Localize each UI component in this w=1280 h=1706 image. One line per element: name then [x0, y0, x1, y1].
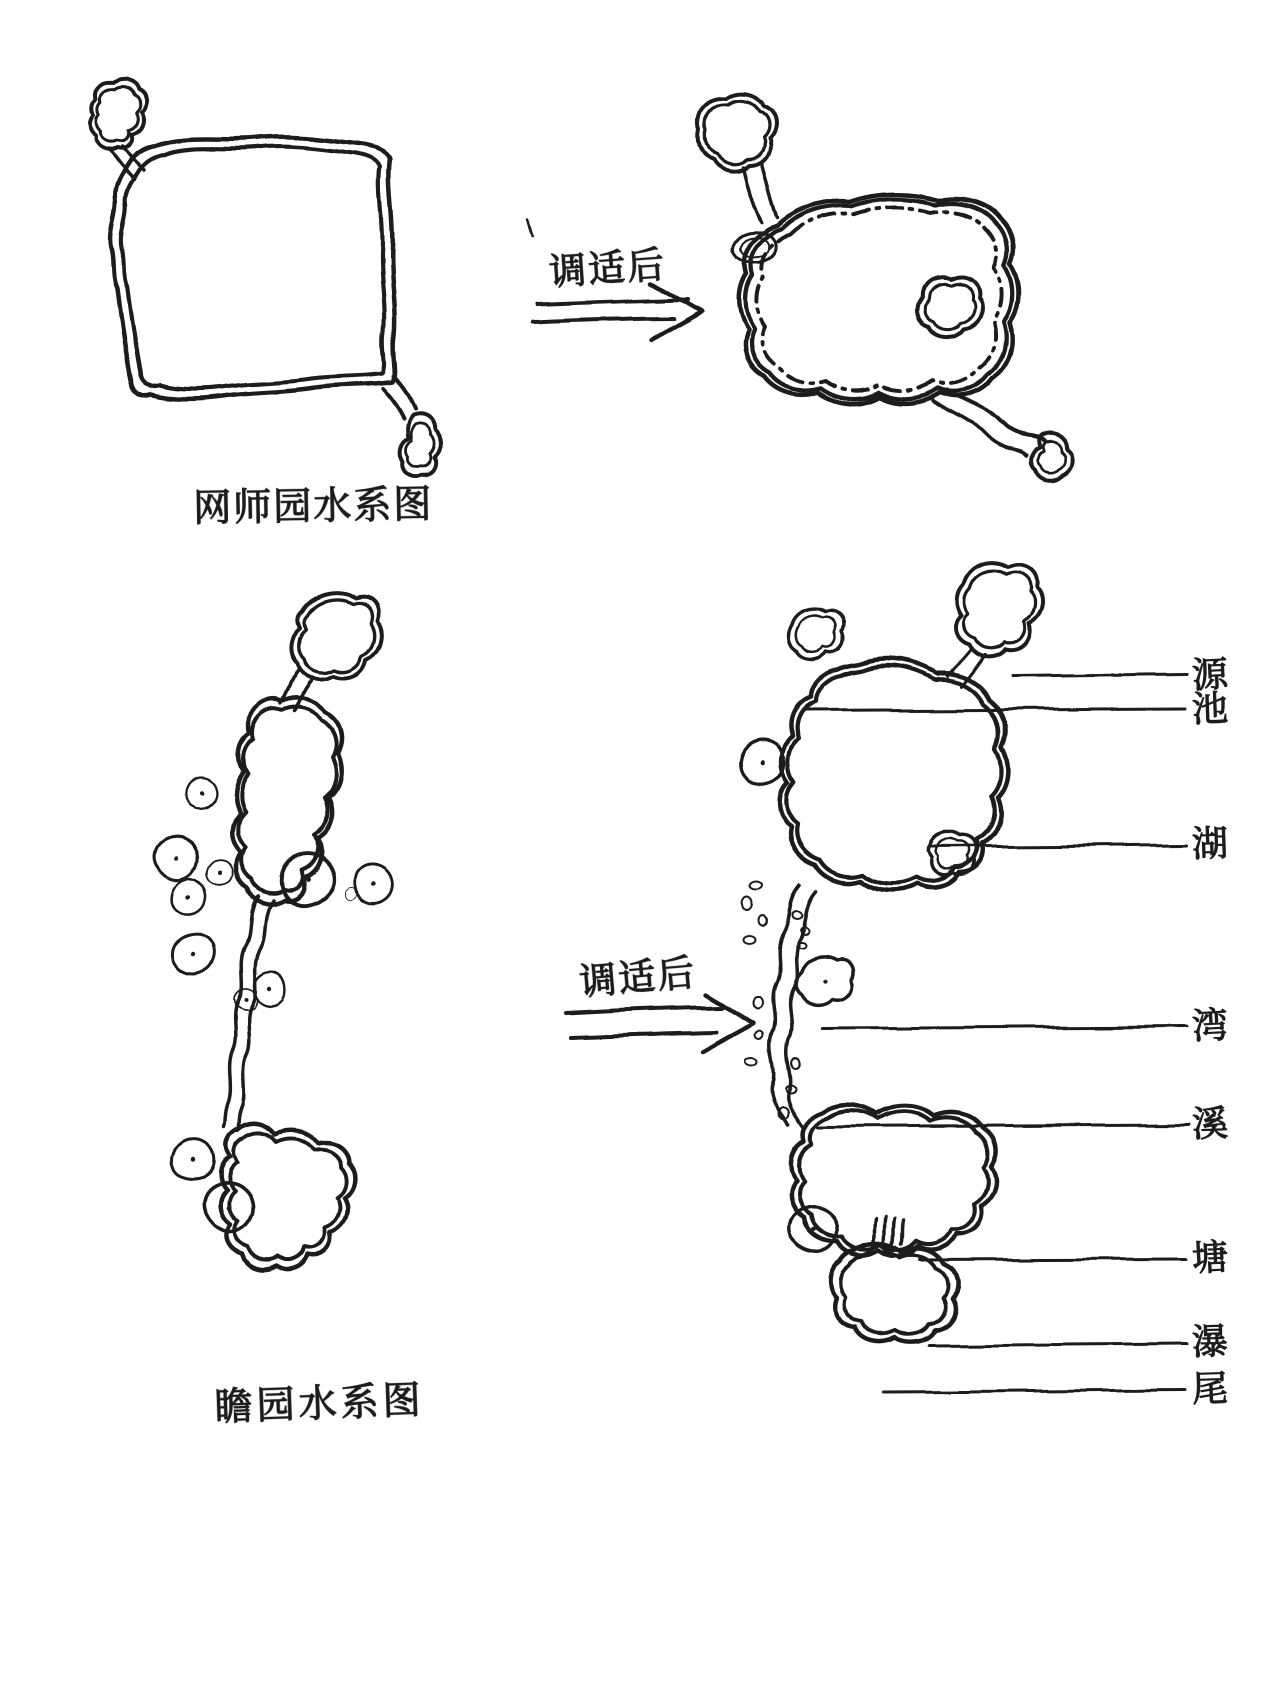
label-bay: 湾: [1190, 1005, 1230, 1048]
leader-line-lake: [930, 845, 1187, 847]
label-stream: 溪: [1191, 1103, 1229, 1146]
arrow-head: [650, 282, 702, 340]
source-pond-outline: [957, 564, 1041, 656]
leader-line-tang: [920, 1259, 1187, 1260]
label-pond-tang: 塘: [1190, 1237, 1230, 1280]
leader-line-chi: [802, 709, 1187, 711]
arrow-bottom: [568, 994, 754, 1052]
pebbles: [743, 882, 808, 1118]
caption-zhanyuan: 瞻园水系图: [213, 1377, 426, 1429]
arrow-bottom-label: 调适后: [577, 950, 699, 1004]
wangshiyuan-original-shape: [91, 79, 440, 477]
stream-line: [238, 900, 272, 1130]
stream-line: [224, 896, 258, 1126]
lower-lake-outline: [220, 1122, 355, 1269]
leader-line-stream: [818, 1125, 1187, 1127]
leader-line-tail: [884, 1390, 1187, 1392]
upper-lake-outline: [232, 698, 342, 903]
caption-wangshiyuan: 网师园水系图: [192, 481, 434, 530]
arrow-shaft: [572, 1032, 716, 1037]
neck-line: [762, 163, 778, 218]
stray-mark: [528, 220, 533, 236]
zhanyuan-original-shape: [152, 593, 401, 1269]
arrow-shaft: [537, 299, 689, 304]
source-pond-outline: [699, 94, 775, 172]
leader-line-waterfall: [928, 1343, 1187, 1345]
rocks: [152, 774, 401, 1232]
arrow-shaft: [568, 1007, 722, 1013]
ring-lake-outline: [111, 137, 395, 399]
label-source: 源: [1190, 654, 1230, 697]
label-tail: 尾: [1191, 1368, 1229, 1411]
arrow-head: [702, 994, 754, 1052]
tail-line: [383, 389, 403, 418]
label-waterfall: 瀑: [1191, 1321, 1229, 1364]
label-lake: 湖: [1191, 823, 1229, 866]
neck-line: [744, 168, 762, 222]
tail-line: [394, 376, 415, 408]
rock: [346, 887, 358, 899]
leader-line-bay: [822, 1027, 1187, 1029]
rock-dots: [175, 791, 376, 1210]
arrow-top-label: 调适后: [547, 242, 668, 294]
arrow-shaft: [534, 318, 673, 322]
leader-lines: [802, 674, 1187, 1392]
label-pond-chi: 池: [1191, 688, 1229, 731]
wangshiyuan-adjusted-shape: [699, 94, 1073, 480]
leader-line-source: [1012, 674, 1187, 676]
zhanyuan-adjusted-shape: [731, 564, 1042, 1342]
